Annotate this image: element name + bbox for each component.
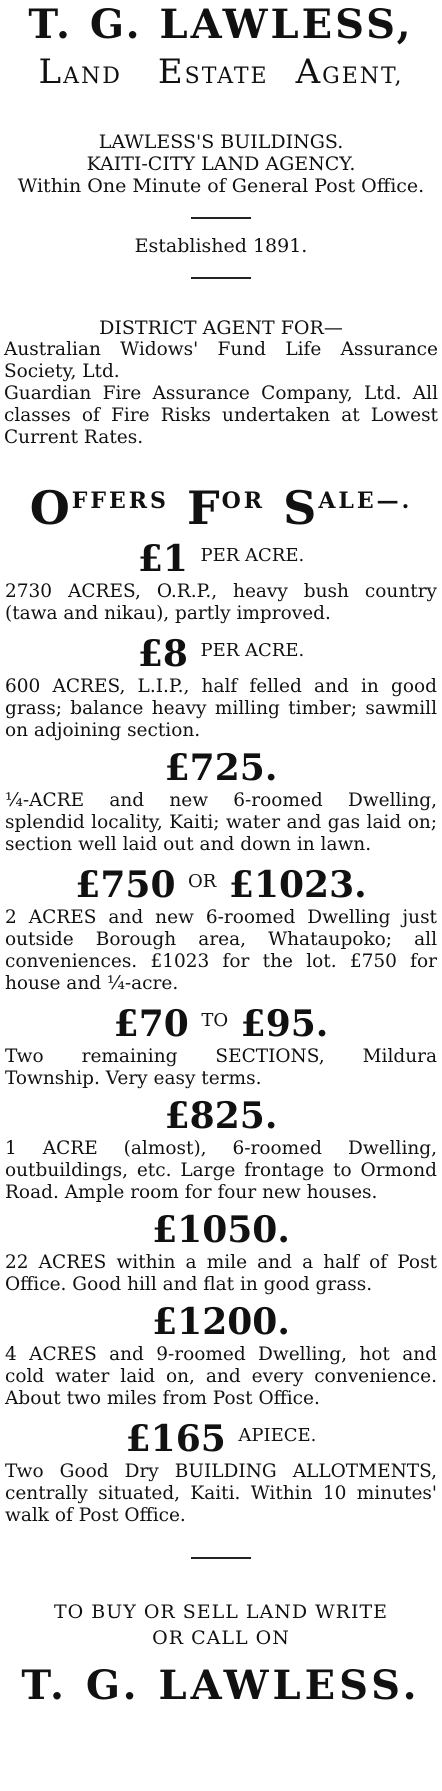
listing-price: £1 $^{PER ACRE.}$	[137, 538, 305, 580]
listing-text: Two remaining SECTIONS, Mildura Township. Very easy terms.	[5, 1046, 437, 1089]
advertiser-name: T. G. LAWLESS,	[28, 1, 414, 48]
listing-price: £1050.	[152, 1209, 290, 1251]
listing-text: 600 ACRES, L.I.P., half felled and in good grass; balance heavy milling timber; sawmill on adjoining section.	[5, 676, 437, 741]
established-note: Established 1891.	[134, 235, 308, 257]
address-block	[0, 131, 442, 197]
call-to-action	[0, 1599, 442, 1651]
address-line-3: Within One Minute of General Post Office.	[17, 175, 425, 197]
listing-price: £165 $^{APIECE.}$	[125, 1418, 317, 1460]
listing-price: £825.	[164, 1095, 278, 1137]
listing-text: 2 ACRES and new 6-roomed Dwelling just outside Borough area, Whataupoko; all conveniences. £1023 for the lot. £750 for house and ¼-acre.	[5, 907, 437, 994]
offers-heading: $O^{FFERS}$ $F^{OR}$ $S^{ALE—.}$	[29, 481, 413, 535]
agency-heading: DISTRICT AGENT FOR—	[99, 317, 343, 339]
advertiser-title: LAND ESTATE AGENT,	[38, 52, 404, 92]
divider	[191, 217, 251, 219]
call-line-2: OR CALL ON	[152, 1627, 290, 1649]
listing-price: £8 $^{PER ACRE.}$	[137, 633, 305, 675]
divider	[191, 277, 251, 279]
call-line-1: TO BUY OR SELL LAND WRITE	[53, 1601, 389, 1623]
address-line-2: KAITI-CITY LAND AGENCY.	[86, 153, 356, 175]
footer-name: T. G. LAWLESS.	[21, 1662, 421, 1709]
divider	[191, 1557, 251, 1559]
listing-price: £750 $^{OR}$ £1023.	[75, 864, 367, 906]
agency-text-2: Guardian Fire Assurance Company, Ltd. All classes of Fire Risks undertaken at Lowest Current Rates.	[4, 383, 438, 448]
listing-price: £725.	[164, 747, 278, 789]
listing-text: 1 ACRE (almost), 6-roomed Dwelling, outbuildings, etc. Large frontage to Ormond Road. Ample room for four new houses.	[5, 1138, 437, 1203]
address-line-1: LAWLESS'S BUILDINGS.	[98, 131, 344, 153]
listing-text: 2730 ACRES, O.R.P., heavy bush country (tawa and nikau), partly improved.	[5, 581, 437, 624]
listing-text: 4 ACRES and 9-roomed Dwelling, hot and cold water laid on, and every convenience. About two miles from Post Office.	[5, 1344, 437, 1409]
listing-text: ¼-ACRE and new 6-roomed Dwelling, splendid locality, Kaiti; water and gas laid on; section well laid out and down in lawn.	[5, 790, 437, 855]
listing-text: 22 ACRES within a mile and a half of Post Office. Good hill and flat in good grass.	[5, 1252, 437, 1295]
listing-text: Two Good Dry BUILDING ALLOTMENTS, centrally situated, Kaiti. Within 10 minutes' walk of Post Office.	[5, 1461, 437, 1526]
listing-price: £1200.	[152, 1301, 290, 1343]
agency-text-1: Australian Widows' Fund Life Assurance Society, Ltd.	[4, 339, 438, 382]
listing-price: £70 $^{TO}$ £95.	[113, 1003, 329, 1045]
